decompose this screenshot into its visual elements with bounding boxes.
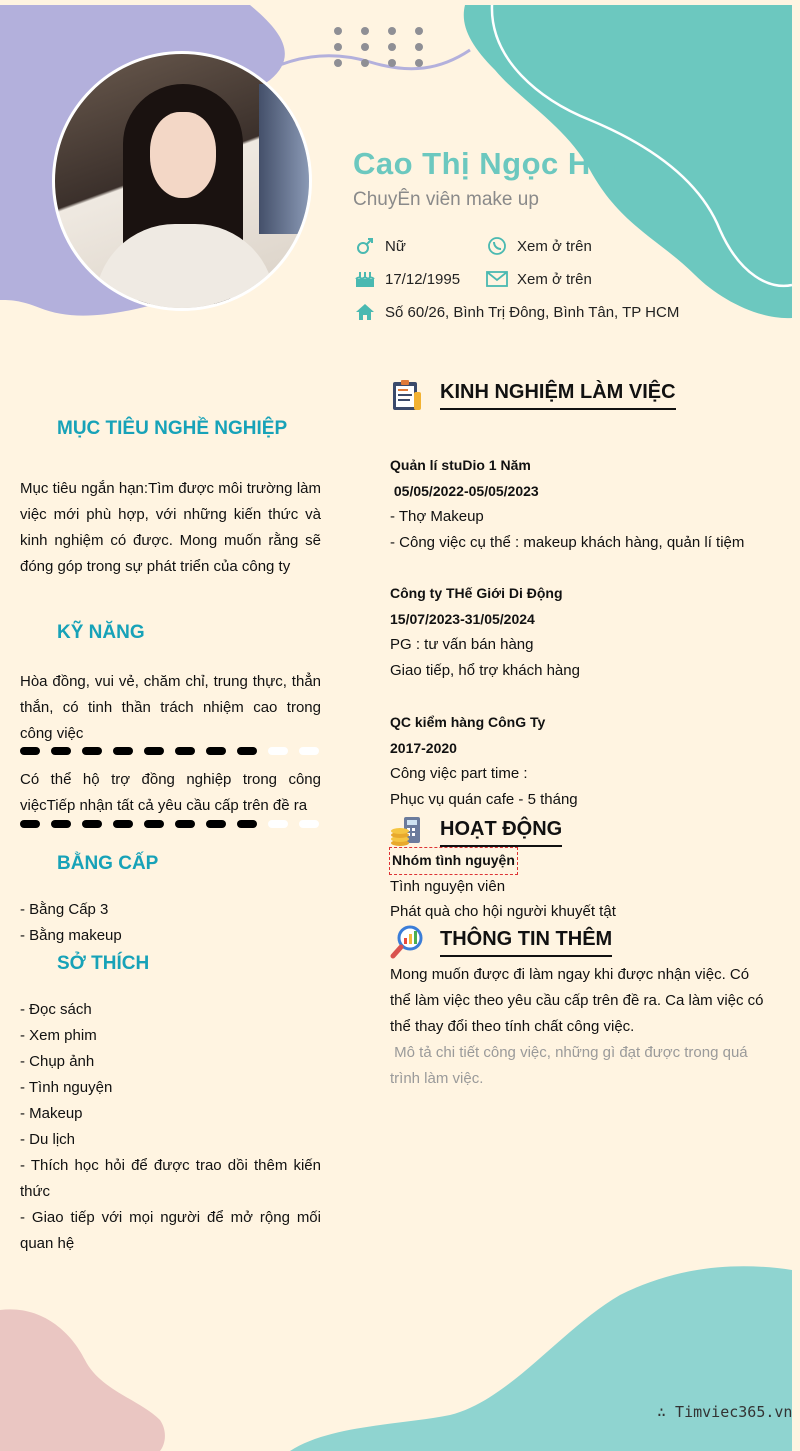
skill-level-segment xyxy=(144,820,164,828)
skill-level-segment xyxy=(268,820,288,828)
hobby-item: - Chụp ảnh xyxy=(20,1053,95,1070)
hobby-item: - Du lịch xyxy=(20,1131,76,1148)
activity-detail: Phát quà cho hội người khuyết tật xyxy=(390,903,616,920)
phone-row xyxy=(485,236,592,256)
skill-level-segment xyxy=(299,747,319,755)
hobby-item: - Xem phim xyxy=(20,1027,97,1044)
job-entry xyxy=(390,453,770,555)
job-detail: Phục vụ quán cafe - 5 tháng xyxy=(390,790,578,808)
certificates-list xyxy=(20,897,122,949)
job-period: 15/07/2023-31/05/2024 xyxy=(390,610,535,627)
candidate-name: Cao Thị Ngọc Hân xyxy=(353,146,628,181)
certificate-item: - Bằng makeup xyxy=(20,927,122,944)
skill-level-segment xyxy=(113,820,133,828)
experience-heading-text: KINH NGHIỆM LÀM VIỆC xyxy=(440,381,676,410)
phone-value: Xem ở trên xyxy=(517,237,592,255)
skill-level-segment xyxy=(237,747,257,755)
skill-level-segment xyxy=(206,820,226,828)
skill-level-segment xyxy=(175,747,195,755)
job-title: ChuyÊn viên make up xyxy=(353,189,539,210)
skill-level-segment xyxy=(113,747,133,755)
job-period: 05/05/2022-05/05/2023 xyxy=(390,482,539,499)
site-watermark: ∴ Timviec365.vn xyxy=(657,1403,793,1421)
job-entry xyxy=(390,710,770,812)
birthday-value: 17/12/1995 xyxy=(385,270,461,288)
activity-group-name: Nhóm tình nguyện xyxy=(390,848,517,874)
magnifier-chart-icon xyxy=(390,925,424,959)
coins-calculator-icon xyxy=(390,815,424,849)
skill-level-segment xyxy=(51,747,71,755)
job-entry xyxy=(390,581,770,683)
hobbies-list xyxy=(20,997,321,1257)
skills-heading: KỸ NĂNG xyxy=(57,622,145,643)
extra-info-text: Mong muốn được đi làm ngay khi được nhận việc. Có thể làm việc theo yêu cầu cấp trên đề ra. Ca làm việc có thể thay đổi theo tính chất công việc. xyxy=(390,966,764,1035)
gender-row xyxy=(353,236,406,256)
skill-level-segment xyxy=(268,747,288,755)
skill-level-segment xyxy=(82,820,102,828)
activities-block xyxy=(390,848,770,925)
job-detail: Công việc part time : xyxy=(390,765,528,782)
gender-icon xyxy=(353,236,377,256)
job-detail: PG : tư vấn bán hàng xyxy=(390,636,534,653)
dot-grid-decoration xyxy=(330,24,430,70)
activities-heading xyxy=(390,815,562,849)
skill-level-segment xyxy=(206,747,226,755)
skill-level-segment xyxy=(299,820,319,828)
phone-icon xyxy=(485,236,509,256)
skill-level-segment xyxy=(20,820,40,828)
profile-photo xyxy=(52,51,312,311)
objective-text: Mục tiêu ngắn hạn:Tìm được môi trường làm việc mới phù hợp, với những kiến thức và kinh nghiệm có được. Mong muốn rằng sẽ đóng góp trong sự phát triển của công ty xyxy=(20,480,321,575)
clipboard-chart-icon xyxy=(390,378,424,412)
skill-level-segment xyxy=(237,820,257,828)
job-detail: Giao tiếp, hổ trợ khách hàng xyxy=(390,661,580,679)
envelope-icon xyxy=(485,269,509,289)
email-value: Xem ở trên xyxy=(517,270,592,288)
skill-2-level-bar xyxy=(20,819,321,829)
skill-1-text: Hòa đồng, vui vẻ, chăm chỉ, trung thực, thẳn thắn, có tinh thần trách nhiệm cao trong công việc xyxy=(20,673,321,742)
job-period: 2017-2020 xyxy=(390,739,457,756)
extra-info-heading xyxy=(390,925,612,959)
skill-2-text: Có thể hộ trợ đồng nghiệp trong công việcTiếp nhận tất cả yêu cầu cấp trên đề ra xyxy=(20,771,321,814)
address-value: Số 60/26, Bình Trị Đông, Bình Tân, TP HCM xyxy=(385,303,680,321)
certificate-item: - Bằng Cấp 3 xyxy=(20,901,109,918)
certificates-heading: BẰNG CẤP xyxy=(57,853,159,874)
extra-info-block xyxy=(390,962,770,1092)
skill-level-segment xyxy=(144,747,164,755)
activities-heading-text: HOẠT ĐỘNG xyxy=(440,818,562,847)
experience-heading xyxy=(390,378,676,412)
skill-level-segment xyxy=(175,820,195,828)
email-row xyxy=(485,269,592,289)
address-row xyxy=(353,302,679,322)
hobby-item: - Giao tiếp với mọi người để mở rộng mối quan hệ xyxy=(20,1209,321,1252)
job-company: QC kiểm hàng CônG Ty xyxy=(390,714,546,730)
job-company: Công ty THế Giới Di Động xyxy=(390,585,563,601)
hobby-item: - Tình nguyện xyxy=(20,1079,113,1096)
activity-detail: Tình nguyện viên xyxy=(390,877,506,895)
birthday-row xyxy=(353,269,460,289)
job-detail: - Công việc cụ thể : makeup khách hàng, quản lí tiệm xyxy=(390,533,745,551)
skill-level-segment xyxy=(82,747,102,755)
hobby-item: - Đọc sách xyxy=(20,1001,92,1018)
extra-info-placeholder: Mô tả chi tiết công việc, những gì đạt được trong quá trình làm việc. xyxy=(390,1044,752,1087)
hobby-item: - Thích học hỏi để được trao dồi thêm kiến thức xyxy=(20,1157,321,1200)
skill-level-segment xyxy=(51,820,71,828)
hobby-item: - Makeup xyxy=(20,1105,83,1122)
home-icon xyxy=(353,302,377,322)
birthday-cake-icon xyxy=(353,269,377,289)
skill-level-segment xyxy=(20,747,40,755)
job-detail: - Thợ Makeup xyxy=(390,508,484,525)
extra-info-heading-text: THÔNG TIN THÊM xyxy=(440,928,612,957)
objective-heading: MỤC TIÊU NGHỀ NGHIỆP xyxy=(57,418,288,439)
job-company: Quản lí stuDio 1 Năm xyxy=(390,457,531,473)
gender-value: Nữ xyxy=(385,237,406,255)
skill-1-level-bar xyxy=(20,746,321,756)
hobbies-heading: SỞ THÍCH xyxy=(57,953,150,974)
